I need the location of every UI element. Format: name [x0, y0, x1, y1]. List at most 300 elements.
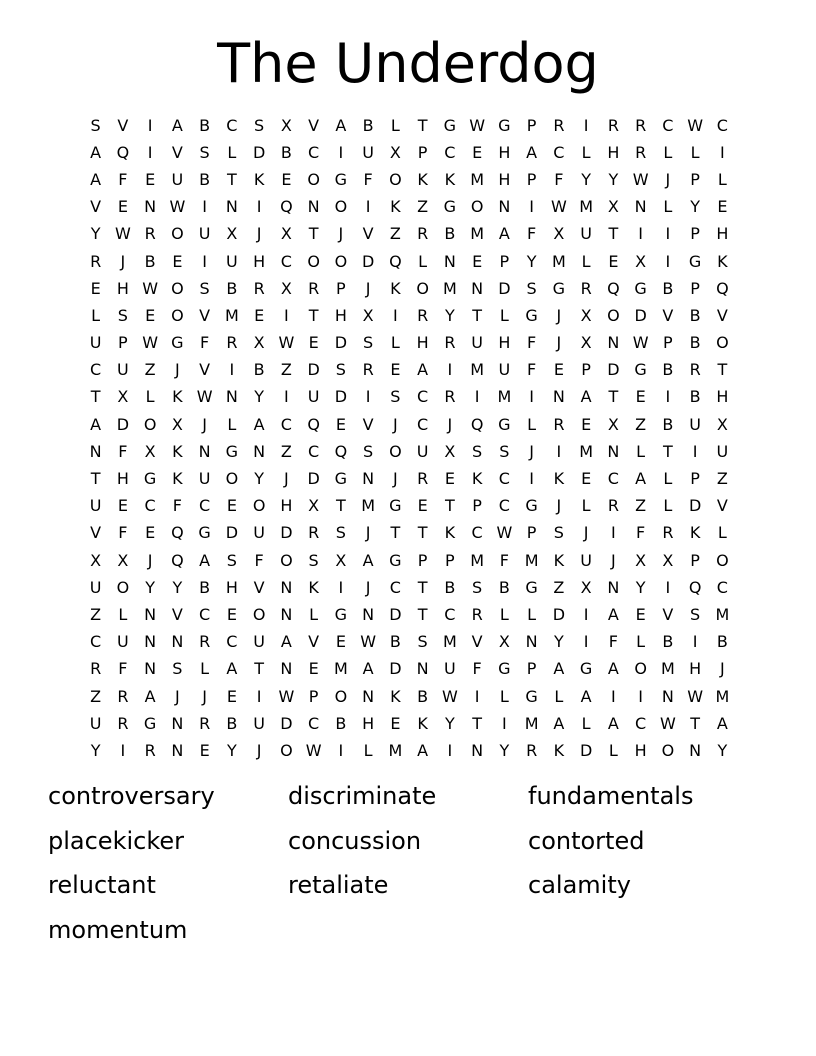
- grid-letter: B: [662, 632, 674, 652]
- grid-letter: M: [442, 278, 457, 298]
- grid-letter: I: [611, 686, 616, 706]
- grid-letter: V: [117, 115, 129, 135]
- grid-letter: T: [417, 115, 428, 135]
- grid-letter: P: [690, 469, 700, 489]
- grid-letter: P: [663, 333, 673, 353]
- grid-letter: D: [280, 523, 293, 543]
- grid-letter: W: [169, 197, 186, 217]
- grid-letter: R: [417, 305, 429, 325]
- grid-letter: J: [720, 659, 725, 679]
- grid-letter: I: [529, 387, 534, 407]
- grid-letter: Z: [144, 360, 156, 380]
- grid-letter: Y: [690, 197, 701, 217]
- grid-letter: I: [474, 387, 480, 407]
- grid-letter: E: [145, 169, 156, 189]
- grid-letter: A: [716, 713, 728, 733]
- grid-letter: O: [334, 197, 348, 217]
- grid-letter: T: [254, 659, 265, 679]
- grid-letter: B: [417, 686, 429, 706]
- grid-row: [82, 275, 736, 302]
- grid-letter: D: [334, 387, 348, 407]
- grid-letter: F: [608, 632, 618, 652]
- grid-letter: R: [253, 278, 265, 298]
- grid-letter: R: [199, 713, 211, 733]
- grid-letter: V: [308, 115, 320, 135]
- grid-letter: N: [362, 604, 375, 624]
- grid-letter: G: [688, 251, 702, 271]
- grid-letter: I: [447, 360, 453, 380]
- grid-letter: G: [334, 469, 348, 489]
- grid-letter: V: [199, 305, 211, 325]
- grid-letter: R: [117, 713, 129, 733]
- grid-letter: X: [335, 550, 347, 570]
- grid-letter: E: [308, 659, 319, 679]
- grid-letter: Z: [635, 496, 647, 516]
- grid-letter: B: [498, 577, 510, 597]
- grid-letter: L: [581, 713, 591, 733]
- grid-letter: R: [689, 360, 701, 380]
- grid-letter: R: [308, 278, 320, 298]
- grid-letter: N: [607, 441, 620, 461]
- grid-letter: K: [471, 469, 483, 489]
- grid-letter: T: [417, 577, 428, 597]
- grid-letter: V: [716, 496, 728, 516]
- grid-letter: K: [444, 169, 456, 189]
- grid-letter: O: [389, 169, 402, 189]
- grid-letter: T: [308, 305, 319, 325]
- grid-letter: W: [196, 387, 213, 407]
- grid-letter: J: [256, 224, 262, 244]
- grid-letter: P: [417, 550, 428, 570]
- grid-row: [82, 411, 736, 438]
- grid-letter: Z: [90, 686, 102, 706]
- grid-letter: A: [280, 632, 292, 652]
- grid-letter: I: [665, 577, 671, 597]
- grid-letter: E: [472, 251, 483, 271]
- grid-letter: G: [143, 713, 157, 733]
- grid-letter: I: [393, 305, 398, 325]
- grid-letter: C: [308, 441, 320, 461]
- grid-letter: I: [556, 441, 562, 461]
- grid-letter: T: [90, 387, 101, 407]
- grid-letter: E: [390, 360, 401, 380]
- grid-letter: P: [499, 251, 510, 271]
- grid-letter: C: [498, 469, 510, 489]
- grid-letter: T: [690, 713, 701, 733]
- grid-letter: J: [556, 496, 562, 516]
- grid-letter: H: [116, 278, 129, 298]
- grid-letter: S: [226, 550, 237, 570]
- grid-letter: J: [393, 414, 398, 434]
- grid-letter: J: [175, 686, 180, 706]
- grid-letter: D: [361, 251, 375, 271]
- grid-letter: L: [581, 142, 591, 162]
- grid-letter: I: [583, 604, 589, 624]
- grid-letter: O: [252, 604, 266, 624]
- grid-letter: D: [552, 604, 566, 624]
- grid-letter: W: [469, 115, 486, 135]
- grid-letter: S: [553, 523, 564, 543]
- grid-letter: P: [526, 523, 537, 543]
- grid-letter: L: [499, 305, 509, 325]
- grid-letter: O: [252, 496, 266, 516]
- grid-letter: V: [90, 523, 102, 543]
- grid-letter: C: [635, 713, 647, 733]
- grid-letter: N: [443, 251, 456, 271]
- grid-letter: G: [334, 604, 348, 624]
- grid-letter: U: [689, 414, 701, 434]
- grid-letter: I: [665, 387, 671, 407]
- grid-row: [82, 166, 736, 193]
- grid-letter: V: [362, 224, 374, 244]
- grid-letter: H: [498, 142, 511, 162]
- grid-letter: M: [579, 441, 594, 461]
- grid-letter: I: [665, 251, 671, 271]
- grid-letter: I: [365, 197, 371, 217]
- grid-row: [82, 112, 736, 139]
- grid-letter: H: [334, 305, 347, 325]
- grid-letter: N: [89, 441, 102, 461]
- grid-letter: D: [498, 278, 511, 298]
- grid-letter: U: [498, 360, 511, 380]
- grid-letter: X: [607, 414, 619, 434]
- grid-letter: V: [662, 305, 674, 325]
- grid-letter: D: [389, 659, 402, 679]
- grid-letter: G: [498, 414, 511, 434]
- grid-letter: F: [172, 496, 182, 516]
- grid-letter: K: [717, 251, 728, 271]
- grid-letter: B: [389, 632, 401, 652]
- grid-letter: E: [553, 360, 564, 380]
- grid-letter: U: [89, 577, 102, 597]
- grid-letter: I: [447, 740, 453, 760]
- grid-letter: O: [280, 550, 293, 570]
- grid-letter: D: [307, 360, 320, 380]
- word-list-item: controversary: [48, 782, 215, 810]
- grid-letter: H: [225, 577, 238, 597]
- grid-letter: I: [474, 686, 480, 706]
- grid-letter: C: [226, 632, 238, 652]
- grid-letter: W: [360, 632, 377, 652]
- grid-letter: O: [716, 550, 729, 570]
- grid-letter: E: [145, 523, 156, 543]
- grid-letter: B: [335, 713, 347, 733]
- grid-letter: K: [308, 577, 319, 597]
- grid-letter: W: [687, 115, 704, 135]
- grid-letter: E: [226, 686, 237, 706]
- grid-letter: T: [608, 387, 619, 407]
- grid-letter: B: [199, 115, 211, 135]
- grid-letter: E: [199, 740, 210, 760]
- grid-letter: S: [90, 115, 101, 135]
- word-list-item: placekicker: [48, 826, 185, 855]
- grid-letter: I: [284, 387, 289, 407]
- grid-row: [82, 547, 736, 574]
- grid-letter: E: [472, 142, 483, 162]
- grid-letter: R: [226, 333, 238, 353]
- grid-letter: A: [144, 686, 156, 706]
- grid-letter: U: [198, 224, 211, 244]
- grid-letter: A: [362, 550, 374, 570]
- grid-letter: G: [334, 169, 348, 189]
- grid-letter: Y: [717, 740, 728, 760]
- grid-letter: C: [308, 713, 320, 733]
- grid-letter: L: [717, 169, 727, 189]
- grid-letter: K: [689, 523, 701, 543]
- grid-letter: Y: [499, 740, 510, 760]
- grid-letter: A: [607, 604, 619, 624]
- grid-letter: V: [716, 305, 728, 325]
- grid-letter: N: [471, 278, 484, 298]
- grid-letter: M: [715, 604, 730, 624]
- grid-letter: N: [689, 740, 702, 760]
- grid-letter: D: [579, 740, 593, 760]
- letter-grid: [82, 112, 736, 765]
- grid-letter: T: [717, 360, 728, 380]
- word-list-item: discriminate: [288, 782, 437, 810]
- grid-letter: Y: [254, 469, 265, 489]
- grid-letter: C: [90, 632, 102, 652]
- grid-letter: N: [607, 577, 620, 597]
- grid-letter: K: [553, 740, 565, 760]
- grid-letter: I: [665, 224, 671, 244]
- grid-letter: Q: [116, 142, 130, 162]
- grid-letter: R: [444, 333, 456, 353]
- grid-letter: B: [662, 278, 674, 298]
- grid-letter: K: [444, 523, 456, 543]
- word-list-item: contorted: [528, 826, 645, 855]
- grid-letter: R: [471, 604, 483, 624]
- grid-letter: U: [471, 333, 483, 353]
- grid-letter: L: [390, 333, 400, 353]
- grid-letter: O: [661, 740, 675, 760]
- grid-letter: P: [581, 360, 591, 380]
- grid-letter: Z: [280, 441, 292, 461]
- grid-letter: C: [553, 142, 565, 162]
- grid-letter: B: [662, 414, 674, 434]
- grid-letter: I: [692, 632, 698, 652]
- grid-letter: B: [444, 224, 456, 244]
- grid-letter: B: [444, 577, 456, 597]
- grid-letter: N: [171, 740, 184, 760]
- grid-letter: G: [634, 360, 647, 380]
- grid-letter: Q: [334, 441, 348, 461]
- grid-letter: J: [365, 278, 371, 298]
- grid-letter: W: [496, 523, 513, 543]
- grid-letter: J: [202, 686, 207, 706]
- grid-letter: Z: [553, 577, 565, 597]
- grid-letter: A: [417, 740, 429, 760]
- grid-letter: L: [581, 496, 591, 516]
- grid-letter: L: [663, 496, 673, 516]
- word-list: [48, 774, 768, 952]
- grid-letter: S: [172, 659, 183, 679]
- grid-letter: X: [117, 387, 129, 407]
- grid-letter: T: [390, 523, 401, 543]
- grid-letter: D: [634, 305, 647, 325]
- grid-letter: Y: [226, 740, 237, 760]
- grid-letter: S: [117, 305, 128, 325]
- grid-letter: M: [361, 496, 376, 516]
- grid-letter: Q: [470, 414, 484, 434]
- grid-letter: X: [171, 414, 183, 434]
- grid-letter: N: [416, 659, 429, 679]
- grid-letter: X: [716, 414, 728, 434]
- grid-letter: N: [362, 469, 375, 489]
- grid-letter: G: [443, 197, 457, 217]
- grid-row: [82, 629, 736, 656]
- grid-letter: I: [202, 251, 207, 271]
- grid-letter: H: [607, 142, 620, 162]
- grid-letter: W: [142, 278, 159, 298]
- grid-letter: N: [525, 632, 538, 652]
- grid-letter: C: [716, 115, 728, 135]
- grid-letter: U: [253, 523, 265, 543]
- grid-letter: T: [662, 441, 673, 461]
- word-list-item: concussion: [288, 826, 422, 855]
- grid-letter: S: [335, 360, 346, 380]
- grid-letter: P: [690, 169, 700, 189]
- grid-letter: O: [143, 414, 157, 434]
- grid-letter: T: [308, 224, 319, 244]
- grid-letter: U: [716, 441, 729, 461]
- grid-letter: L: [118, 604, 128, 624]
- grid-letter: S: [472, 441, 483, 461]
- grid-letter: R: [635, 142, 647, 162]
- grid-letter: H: [634, 740, 647, 760]
- grid-letter: H: [716, 224, 729, 244]
- grid-letter: X: [389, 142, 401, 162]
- grid-letter: F: [118, 169, 128, 189]
- grid-letter: N: [471, 740, 484, 760]
- grid-letter: J: [120, 251, 126, 271]
- grid-letter: C: [144, 496, 156, 516]
- grid-letter: J: [665, 169, 671, 189]
- grid-letter: H: [280, 496, 293, 516]
- grid-letter: M: [579, 197, 594, 217]
- grid-letter: U: [117, 360, 129, 380]
- grid-letter: Y: [90, 740, 101, 760]
- grid-letter: S: [335, 523, 346, 543]
- grid-letter: N: [144, 632, 157, 652]
- grid-letter: G: [389, 496, 402, 516]
- grid-letter: C: [471, 523, 483, 543]
- grid-letter: A: [90, 142, 102, 162]
- grid-letter: U: [226, 251, 238, 271]
- grid-letter: J: [284, 469, 289, 489]
- grid-letter: Y: [444, 713, 455, 733]
- grid-letter: A: [580, 387, 592, 407]
- grid-letter: U: [89, 333, 102, 353]
- grid-letter: C: [444, 604, 456, 624]
- grid-letter: G: [198, 523, 211, 543]
- grid-row: [82, 737, 736, 764]
- grid-letter: S: [690, 604, 701, 624]
- grid-letter: I: [692, 441, 698, 461]
- grid-letter: A: [171, 115, 183, 135]
- grid-letter: R: [635, 115, 647, 135]
- grid-letter: W: [441, 686, 458, 706]
- grid-letter: Z: [635, 414, 647, 434]
- grid-letter: Z: [280, 360, 292, 380]
- grid-letter: J: [556, 305, 562, 325]
- grid-letter: F: [363, 169, 373, 189]
- grid-letter: Y: [581, 169, 592, 189]
- grid-letter: J: [556, 333, 562, 353]
- grid-letter: Z: [389, 224, 401, 244]
- grid-letter: A: [635, 469, 647, 489]
- grid-letter: L: [663, 469, 673, 489]
- grid-letter: F: [527, 360, 537, 380]
- grid-letter: W: [687, 686, 704, 706]
- grid-letter: X: [226, 224, 238, 244]
- grid-letter: J: [202, 414, 207, 434]
- grid-letter: C: [389, 577, 401, 597]
- grid-letter: B: [226, 278, 238, 298]
- grid-letter: L: [309, 604, 319, 624]
- grid-letter: K: [253, 169, 265, 189]
- grid-letter: D: [307, 469, 320, 489]
- grid-letter: Q: [171, 523, 184, 543]
- grid-row: [82, 248, 736, 275]
- grid-letter: E: [635, 604, 646, 624]
- grid-letter: Q: [607, 278, 620, 298]
- grid-letter: O: [171, 278, 184, 298]
- grid-letter: L: [581, 251, 591, 271]
- grid-letter: G: [525, 686, 538, 706]
- grid-letter: Y: [444, 305, 455, 325]
- grid-letter: R: [553, 115, 565, 135]
- grid-letter: A: [553, 659, 565, 679]
- grid-letter: N: [280, 604, 293, 624]
- grid-letter: Y: [145, 577, 156, 597]
- grid-letter: M: [224, 305, 239, 325]
- grid-letter: K: [390, 686, 401, 706]
- grid-letter: C: [199, 604, 211, 624]
- grid-letter: V: [308, 632, 320, 652]
- grid-letter: R: [117, 686, 129, 706]
- grid-letter: A: [417, 360, 429, 380]
- grid-letter: O: [607, 305, 620, 325]
- grid-letter: K: [172, 469, 183, 489]
- grid-letter: G: [552, 278, 566, 298]
- grid-letter: V: [199, 360, 211, 380]
- grid-letter: G: [498, 659, 511, 679]
- grid-letter: O: [307, 169, 320, 189]
- grid-row: [82, 520, 736, 547]
- grid-letter: U: [362, 142, 374, 162]
- grid-letter: I: [338, 740, 344, 760]
- grid-letter: U: [89, 713, 102, 733]
- grid-letter: J: [338, 224, 344, 244]
- word-list-item: reluctant: [48, 871, 156, 899]
- grid-letter: J: [447, 414, 453, 434]
- grid-letter: L: [499, 686, 509, 706]
- grid-letter: Y: [254, 387, 265, 407]
- grid-letter: E: [635, 387, 646, 407]
- grid-letter: M: [470, 360, 485, 380]
- grid-letter: U: [416, 441, 429, 461]
- grid-letter: N: [171, 713, 184, 733]
- grid-letter: D: [252, 142, 266, 162]
- grid-letter: Y: [172, 577, 183, 597]
- grid-letter: N: [144, 659, 157, 679]
- grid-letter: A: [199, 550, 211, 570]
- grid-letter: V: [471, 632, 483, 652]
- grid-letter: U: [253, 713, 265, 733]
- grid-letter: X: [308, 496, 320, 516]
- grid-letter: U: [580, 550, 592, 570]
